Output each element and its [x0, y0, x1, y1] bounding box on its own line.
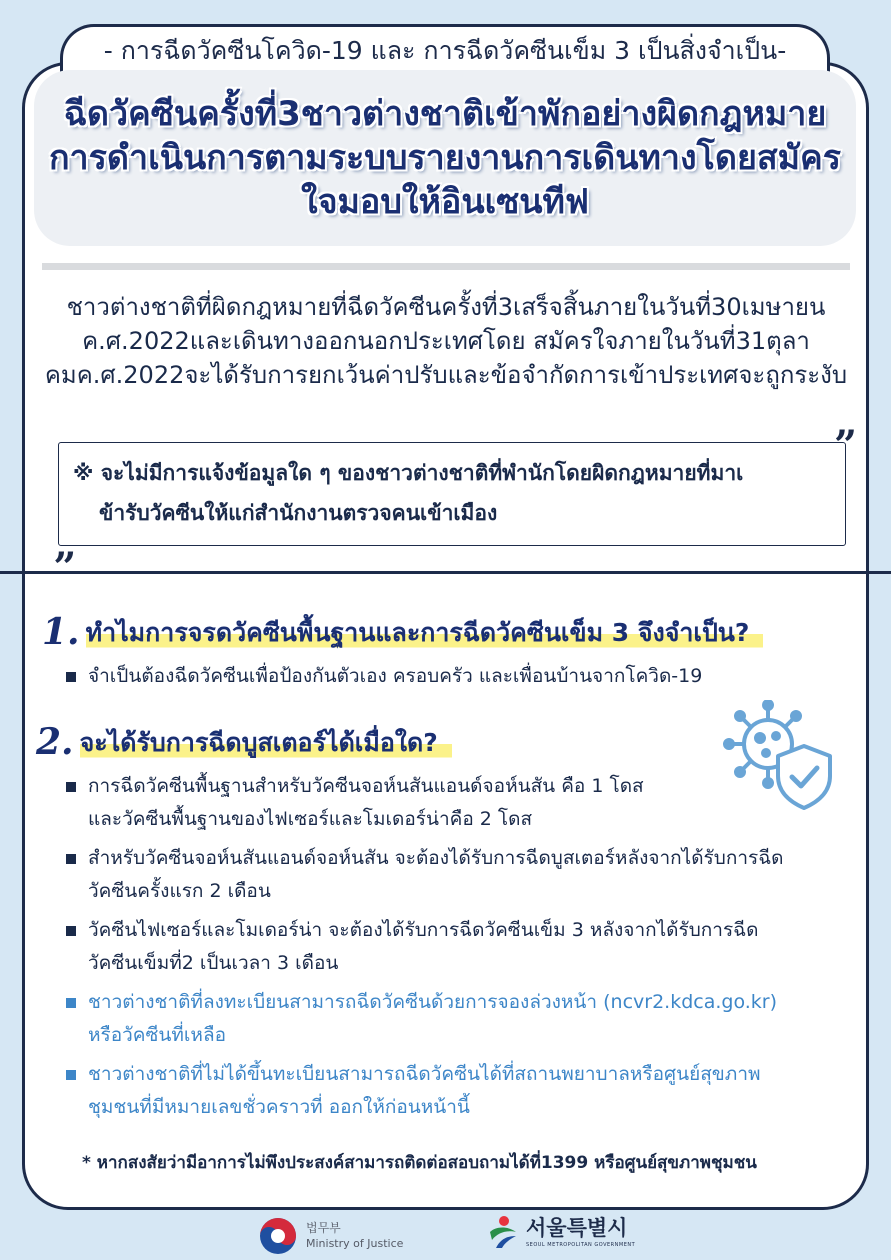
section-1-heading	[42, 612, 763, 652]
list-item: จำเป็นต้องฉีดวัคซีนเพื่อป้องกันตัวเอง ครอบครัว และเพื่อนบ้านจากโควิด-19	[88, 660, 828, 693]
list-item: ชาวต่างชาติที่ลงทะเบียนสามารถฉีดวัคซีนด้วยการจองล่วงหน้า (ncvr2.kdca.go.kr) หรือวัคซีนที่เหลือ	[88, 986, 800, 1052]
list-item: สำหรับวัคซีนจอห์นสันแอนด์จอห์นสัน จะต้องได้รับการฉีดบูสเตอร์หลังจากได้รับการฉีดวัคซีนครั้งแรก 2 เดือน	[88, 842, 800, 908]
page-title: ฉีดวัคซีนครั้งที่3ชาวต่างชาติเข้าพักอย่างผิดกฎหมายการดำเนินการตามระบบรายงานการเดินทางโดยสมัครใจมอบให้อินเซนทีฟ	[48, 94, 842, 222]
notice-line-1: ※ จะไม่มีการแจ้งข้อมูลใด ๆ ของชาวต่างชาติที่พำนักโดยผิดกฎหมายที่มาเ	[73, 461, 744, 485]
notice-box	[58, 442, 846, 546]
lead-paragraph: ชาวต่างชาติที่ผิดกฎหมายที่ฉีดวัคซีนครั้งที่3เสร็จสิ้นภายในวันที่30เมษายนค.ศ.2022และเดินทางออกนอกประเทศโดย สมัครใจภายในวันที่31ตุลาคมค.ศ.2022จะได้รับการยกเว้นค่าปรับและข้อจำกัดการเข้าประเทศจะถูกระงับ	[44, 293, 848, 389]
section-2-heading	[36, 722, 452, 762]
seoul-city-logo	[486, 1214, 635, 1250]
taegeuk-logo-icon	[258, 1216, 298, 1256]
moj-korean-name: 법무부	[306, 1221, 341, 1235]
list-item: การฉีดวัคซีนพื้นฐานสำหรับวัคซีนจอห์นสันแอนด์จอห์นสัน คือ 1 โดส และวัคซีนพื้นฐานของไฟเซอร์และโมเดอร์น่าคือ 2 โดส	[88, 770, 648, 836]
list-item: วัคซีนไฟเซอร์และโมเดอร์น่า จะต้องได้รับการฉีดวัคซีนเข็ม 3 หลังจากได้รับการฉีดวัคซีนเข็มที่2 เป็นเวลา 3 เดือน	[88, 914, 800, 980]
seoul-korean-name: 서울특별시	[526, 1216, 628, 1240]
section-2-list	[88, 770, 800, 1124]
close-quote-mark: „	[54, 521, 78, 568]
section-1-title: ทำไมการจรดวัคซีนพื้นฐานและการฉีดวัคซีนเข็ม 3 จึงจำเป็น?	[86, 614, 764, 652]
seoul-logo-icon	[486, 1214, 520, 1250]
footnote: * หากสงสัยว่ามีอาการไม่พึงประสงค์สามารถติดต่อสอบถามได้ที่1399 หรือศูนย์สุขภาพชุมชน	[82, 1153, 757, 1173]
section-divider	[0, 571, 891, 574]
tagline: - การฉีดวัคซีนโควิด-19 และ การฉีดวัคซีนเข็ม 3 เป็นสิ่งจำเป็น-	[60, 24, 830, 76]
section-2-title: จะได้รับการฉีดบูสเตอร์ได้เมื่อใด?	[80, 724, 452, 762]
section-1-list	[88, 660, 828, 693]
footer-logos	[0, 1210, 891, 1260]
title-box	[34, 70, 856, 246]
list-item: ชาวต่างชาติที่ไม่ได้ขึ้นทะเบียนสามารถฉีดวัคซีนได้ที่สถานพยาบาลหรือศูนย์สุขภาพชุมชนที่มีหมายเลขชั่วคราวที่ ออกให้ก่อนหน้านี้	[88, 1058, 800, 1124]
section-2-number: 2.	[36, 721, 74, 763]
open-quote-mark: ”	[834, 422, 858, 469]
moj-english-name: Ministry of Justice	[306, 1237, 404, 1250]
section-1-number: 1.	[42, 611, 80, 653]
notice-line-2: ข้ารับวัคซีนให้แก่สำนักงานตรวจคนเข้าเมือง	[99, 501, 498, 525]
ministry-of-justice-logo	[258, 1216, 403, 1256]
title-divider	[42, 263, 850, 270]
seoul-english-name: SEOUL METROPOLITAN GOVERNMENT	[526, 1242, 636, 1248]
